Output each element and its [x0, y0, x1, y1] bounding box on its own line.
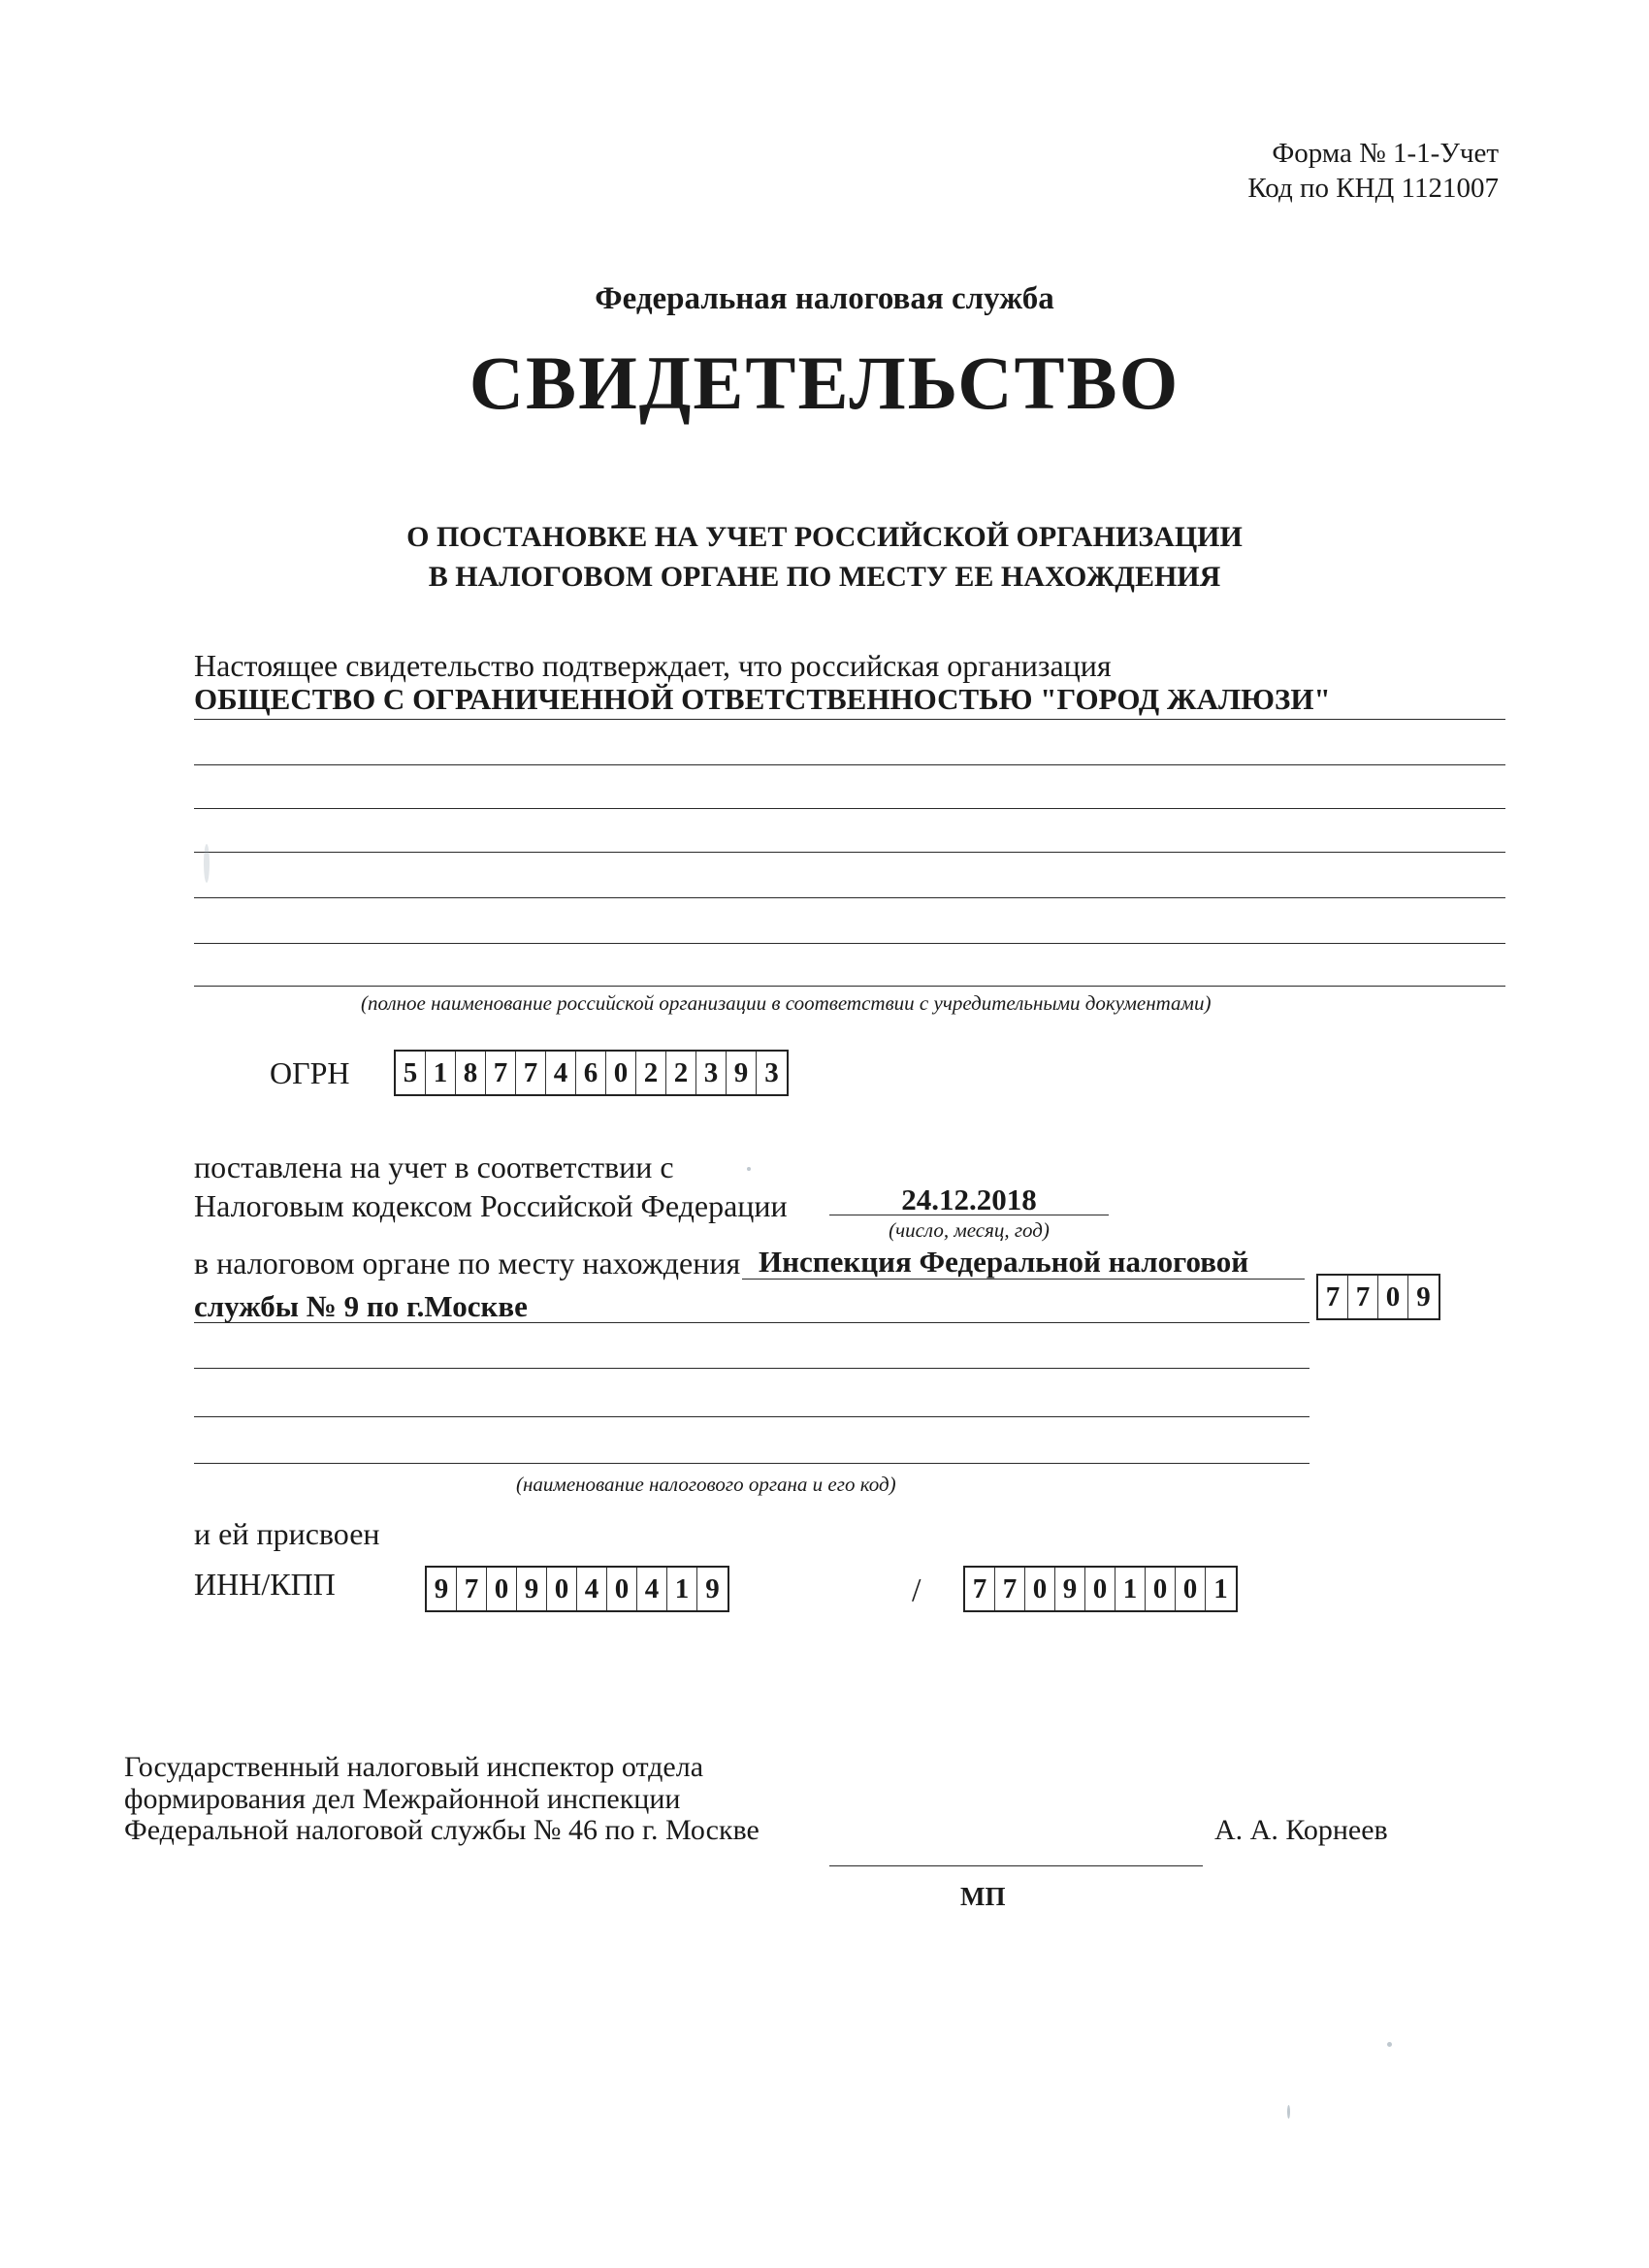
authority-line-5: [194, 1463, 1310, 1464]
knd-code: Код по КНД 1121007: [1247, 173, 1499, 204]
ogrn-digit: 4: [546, 1052, 576, 1094]
kpp-digit: 0: [1085, 1568, 1116, 1610]
org-name-line-3: [194, 808, 1505, 809]
subtitle-line-1: О ПОСТАНОВКЕ НА УЧЕТ РОССИЙСКОЙ ОРГАНИЗАЦИИ: [406, 521, 1243, 553]
form-meta: [1247, 136, 1499, 206]
authority-line-4: [194, 1416, 1310, 1417]
org-name-line-6: [194, 943, 1505, 944]
signatory-position-line-1: Государственный налоговый инспектор отдела: [124, 1751, 704, 1783]
ogrn-digit: 7: [516, 1052, 546, 1094]
assigned-label: и ей присвоен: [194, 1516, 380, 1551]
inn-digit: 0: [607, 1568, 637, 1610]
org-name-line-4: [194, 852, 1505, 853]
kpp-digit: 7: [965, 1568, 995, 1610]
organization-caption: (полное наименование российской организации в соответствии с учредительными документами): [361, 991, 1212, 1015]
authority-name-line-2: службы № 9 по г.Москве: [194, 1289, 528, 1323]
subtitle-line-2: В НАЛОГОВОМ ОРГАНЕ ПО МЕСТУ ЕЕ НАХОЖДЕНИЯ: [428, 561, 1221, 593]
authority-caption: (наименование налогового органа и его код): [516, 1473, 896, 1496]
scan-speck: [1387, 2042, 1392, 2047]
ogrn-digit: 6: [576, 1052, 606, 1094]
authority-code-digit: 0: [1378, 1276, 1408, 1318]
kpp-digit: 0: [1176, 1568, 1206, 1610]
scan-speck: [1287, 2105, 1290, 2119]
kpp-digit: 0: [1146, 1568, 1176, 1610]
org-name-line-7: [194, 986, 1505, 987]
registration-line-2: Налоговым кодексом Российской Федерации: [194, 1188, 788, 1223]
authority-name-line-1: Инспекция Федеральной налоговой: [759, 1245, 1249, 1279]
signature-line: [829, 1865, 1203, 1866]
kpp-cells: [963, 1566, 1238, 1612]
document-title: СВИДЕТЕЛЬСТВО: [469, 340, 1180, 425]
inn-digit: 9: [427, 1568, 457, 1610]
inn-digit: 0: [487, 1568, 517, 1610]
kpp-digit: 1: [1213, 1572, 1228, 1604]
ogrn-cells: [394, 1050, 789, 1096]
authority-code-digit: 7: [1318, 1276, 1348, 1318]
ogrn-digit: 3: [696, 1052, 727, 1094]
inn-digit: 9: [705, 1572, 720, 1604]
authority-code-digit: 7: [1348, 1276, 1378, 1318]
agency-name: Федеральная налоговая служба: [595, 281, 1054, 316]
registration-line-1: поставлена на учет в соответствии с: [194, 1150, 674, 1184]
authority-line-1: [742, 1279, 1305, 1280]
ogrn-digit: 1: [426, 1052, 456, 1094]
kpp-digit: 9: [1055, 1568, 1085, 1610]
signatory-position-line-3: Федеральной налоговой службы № 46 по г. Москве: [124, 1814, 760, 1846]
registration-date: 24.12.2018: [901, 1183, 1037, 1216]
ogrn-digit: 9: [727, 1052, 757, 1094]
organization-name: ОБЩЕСТВО С ОГРАНИЧЕННОЙ ОТВЕТСТВЕННОСТЬЮ "ГОРОД ЖАЛЮЗИ": [194, 682, 1331, 716]
document-subtitle: [0, 517, 1649, 597]
inn-cells: [425, 1566, 729, 1612]
inn-digit: 9: [517, 1568, 547, 1610]
authority-code-digit: 9: [1416, 1280, 1431, 1312]
ogrn-digit: 3: [764, 1056, 779, 1088]
kpp-digit: 7: [995, 1568, 1025, 1610]
scan-mark: [204, 844, 210, 883]
date-caption: (число, месяц, год): [889, 1218, 1050, 1242]
authority-line-2: [194, 1322, 1310, 1323]
org-name-line-5: [194, 897, 1505, 898]
org-name-line-2: [194, 764, 1505, 765]
inn-kpp-separator: /: [912, 1572, 922, 1608]
kpp-digit: 0: [1025, 1568, 1055, 1610]
ogrn-digit: 8: [456, 1052, 486, 1094]
ogrn-label: ОГРН: [270, 1055, 350, 1090]
org-name-line-1: [194, 719, 1505, 720]
ogrn-digit: 2: [666, 1052, 696, 1094]
authority-intro: в налоговом органе по месту нахождения: [194, 1246, 741, 1280]
inn-digit: 1: [667, 1568, 697, 1610]
inn-digit: 0: [547, 1568, 577, 1610]
ogrn-digit: 5: [396, 1052, 426, 1094]
inn-kpp-label: ИНН/КПП: [194, 1567, 336, 1602]
inn-digit: 7: [457, 1568, 487, 1610]
authority-line-3: [194, 1368, 1310, 1369]
signatory-name: А. А. Корнеев: [1214, 1814, 1388, 1846]
organization-intro: Настоящее свидетельство подтверждает, что российская организация: [194, 648, 1112, 683]
inn-digit: 4: [637, 1568, 667, 1610]
stamp-label: МП: [960, 1882, 1006, 1911]
ogrn-digit: 0: [606, 1052, 636, 1094]
signatory-position-line-2: формирования дел Межрайонной инспекции: [124, 1783, 681, 1815]
scan-speck: [747, 1167, 751, 1171]
authority-code-cells: [1316, 1274, 1440, 1320]
inn-digit: 4: [577, 1568, 607, 1610]
ogrn-digit: 7: [486, 1052, 516, 1094]
ogrn-digit: 2: [636, 1052, 666, 1094]
form-number: Форма № 1-1-Учет: [1272, 138, 1499, 169]
kpp-digit: 1: [1116, 1568, 1146, 1610]
